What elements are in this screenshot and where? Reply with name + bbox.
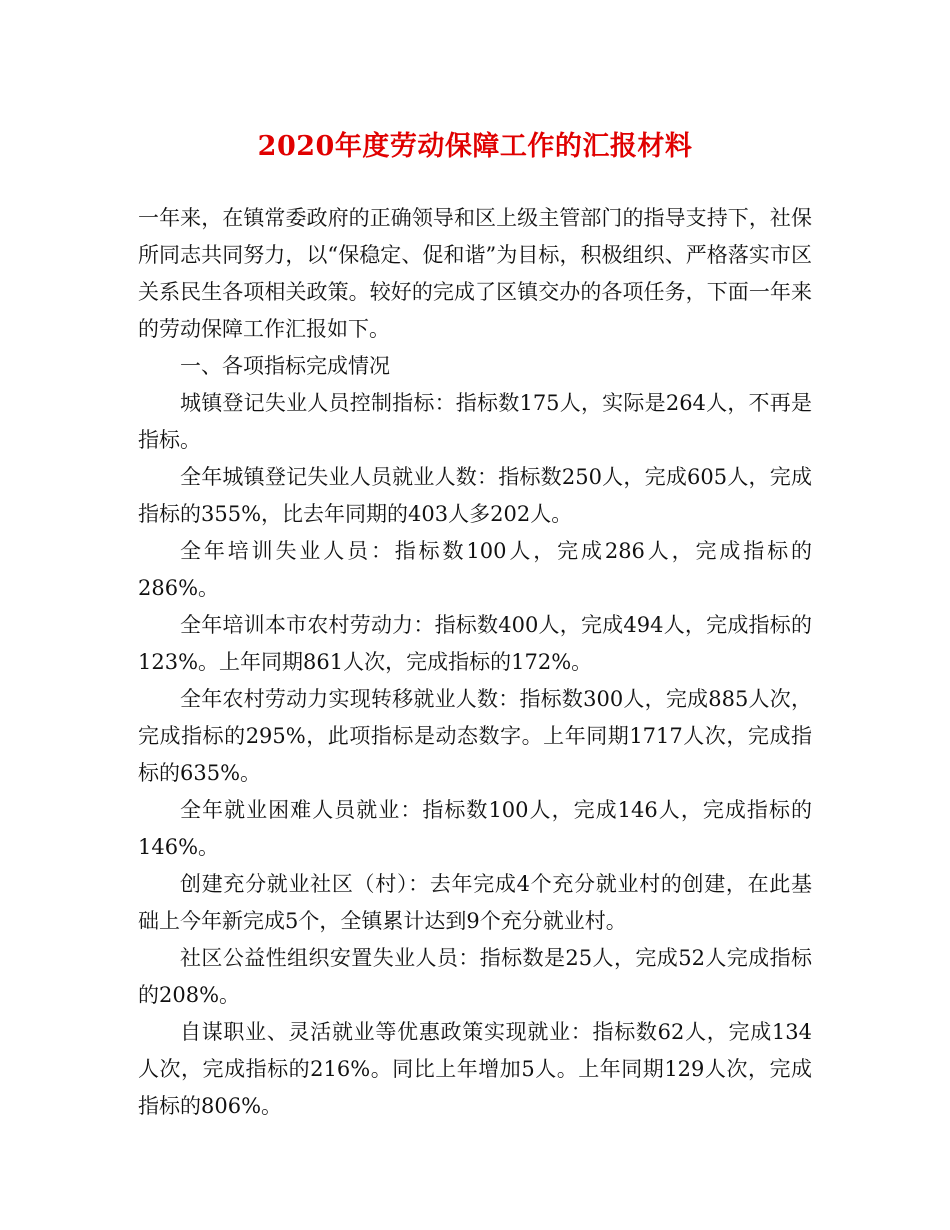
paragraph-item: 全年城镇登记失业人员就业人数：指标数250人，完成605人，完成指标的355%，比去年同期的403人多202人。 xyxy=(138,465,812,526)
paragraph-item: 全年农村劳动力实现转移就业人数：指标数300人，完成885人次，完成指标的295%，此项指标是动态数字。上年同期1717人次，完成指标的635%。 xyxy=(138,687,812,785)
paragraph-item: 自谋职业、灵活就业等优惠政策实现就业：指标数62人，完成134人次，完成指标的216%。同比上年增加5人。上年同期129人次，完成指标的806%。 xyxy=(138,1020,812,1118)
paragraph-item: 全年培训本市农村劳动力：指标数400人，完成494人，完成指标的123%。上年同期861人次，完成指标的172%。 xyxy=(138,613,812,674)
section-heading: 一、各项指标完成情况 xyxy=(180,354,390,378)
document-body xyxy=(138,200,812,1125)
paragraph-intro: 一年来，在镇常委政府的正确领导和区上级主管部门的指导支持下，社保所同志共同努力，以“保稳定、促和谐”为目标，积极组织、严格落实市区关系民生各项相关政策。较好的完成了区镇交办的各项任务，下面一年来的劳动保障工作汇报如下。 xyxy=(138,206,812,341)
page-title: 2020年度劳动保障工作的汇报材料 xyxy=(257,131,693,162)
paragraph-item: 全年培训失业人员：指标数100人，完成286人，完成指标的286%。 xyxy=(138,539,812,600)
paragraph-item: 创建充分就业社区（村）：去年完成4个充分就业村的创建，在此基础上今年新完成5个，全镇累计达到9个充分就业村。 xyxy=(138,872,812,933)
paragraph-item: 全年就业困难人员就业：指标数100人，完成146人，完成指标的146%。 xyxy=(138,798,812,859)
paragraph-item: 社区公益性组织安置失业人员：指标数是25人，完成52人完成指标的208%。 xyxy=(138,946,812,1007)
paragraph-item: 城镇登记失业人员控制指标：指标数175人，实际是264人，不再是指标。 xyxy=(138,391,812,452)
